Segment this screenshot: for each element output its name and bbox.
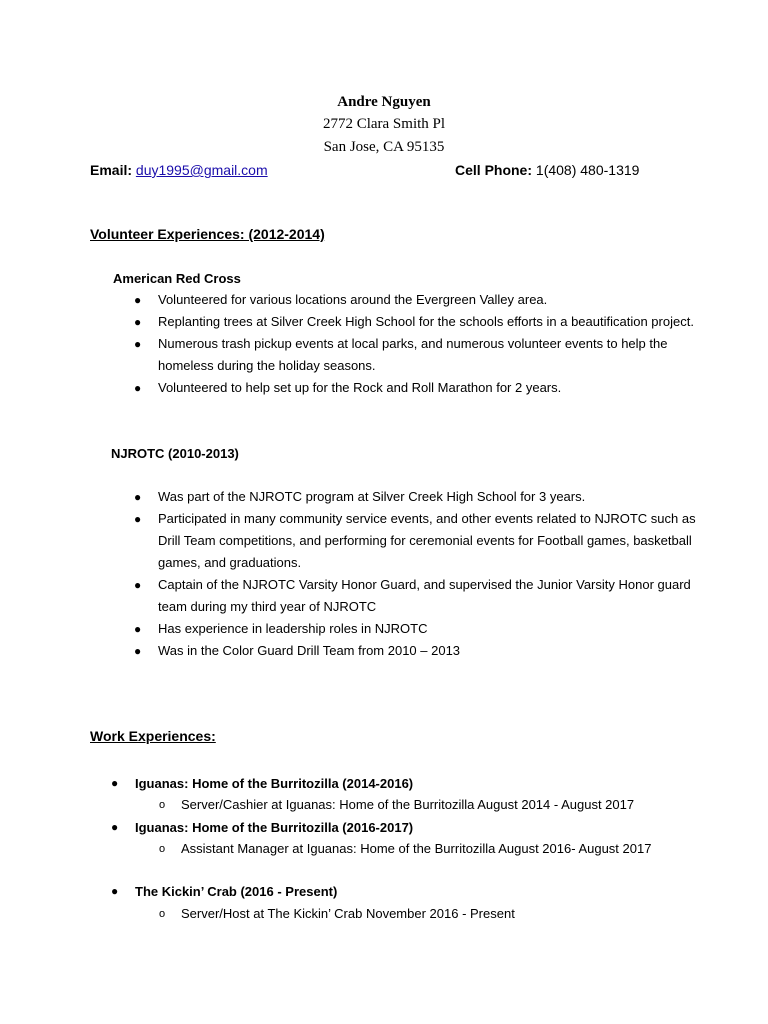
address-line-1: 2772 Clara Smith Pl (322, 116, 446, 132)
list-item: ● Captain of the NJROTC Varsity Honor Guard, and supervised the Junior Varsity Honor guard team during my third year of NJROTC (158, 574, 698, 618)
bullet-icon: ● (134, 578, 142, 592)
njrotc-list (134, 486, 698, 662)
bullet-icon: ● (134, 293, 142, 307)
job-title: ● Iguanas: Home of the Burritozilla (2014-2016) (111, 776, 414, 791)
circle-bullet-icon: o (159, 843, 166, 855)
list-item: ● Was part of the NJROTC program at Silver Creek High School for 3 years. (158, 486, 698, 508)
phone-label: Cell Phone: (455, 162, 533, 178)
list-item: ● Numerous trash pickup events at local parks, and numerous volunteer events to help the homeless during the holiday seasons. (158, 333, 698, 377)
bullet-icon: ● (111, 820, 119, 834)
list-item: ● Has experience in leadership roles in NJROTC (158, 618, 698, 640)
bullet-icon: ● (134, 337, 142, 351)
bullet-icon: ● (134, 381, 142, 395)
bullet-icon: ● (134, 490, 142, 504)
job-detail: o Server/Cashier at Iguanas: Home of the Burritozilla August 2014 - August 2017 (181, 794, 661, 816)
bullet-icon: ● (111, 776, 119, 790)
email-label: Email: (90, 162, 133, 178)
phone-row (455, 162, 639, 178)
email-link[interactable]: duy1995@gmail.com (135, 162, 268, 178)
list-item: ● Replanting trees at Silver Creek High School for the schools efforts in a beautification project. (158, 311, 698, 333)
list-item: ● Volunteered to help set up for the Rock and Roll Marathon for 2 years. (158, 377, 698, 399)
list-item: ● Participated in many community service events, and other events related to NJROTC such as Drill Team competitions, and performing for ceremonial events for Football games, basketball games, and graduations. (158, 508, 698, 574)
bullet-icon: ● (134, 315, 142, 329)
work-heading: Work Experiences: (90, 728, 216, 744)
job-detail: o Server/Host at The Kickin’ Crab November 2016 - Present (181, 903, 661, 925)
circle-bullet-icon: o (159, 799, 166, 811)
bullet-icon: ● (111, 884, 119, 898)
email-row (90, 162, 268, 178)
applicant-name: Andre Nguyen (337, 94, 431, 110)
job-title: ● Iguanas: Home of the Burritozilla (2016-2017) (111, 820, 414, 835)
circle-bullet-icon: o (159, 908, 166, 920)
red-cross-title: American Red Cross (113, 271, 241, 286)
red-cross-list (134, 289, 698, 399)
bullet-icon: ● (134, 512, 142, 526)
bullet-icon: ● (134, 622, 142, 636)
volunteer-heading: Volunteer Experiences: (2012-2014) (90, 226, 325, 242)
list-item: ● Volunteered for various locations around the Evergreen Valley area. (158, 289, 698, 311)
list-item: ● Was in the Color Guard Drill Team from 2010 – 2013 (158, 640, 698, 662)
njrotc-title: NJROTC (2010-2013) (111, 446, 239, 461)
job-title: ● The Kickin’ Crab (2016 - Present) (111, 884, 338, 899)
job-detail: o Assistant Manager at Iguanas: Home of the Burritozilla August 2016- August 2017 (181, 838, 661, 860)
bullet-icon: ● (134, 644, 142, 658)
address-line-2: San Jose, CA 95135 (323, 139, 445, 155)
phone-value: 1(408) 480-1319 (535, 162, 640, 178)
